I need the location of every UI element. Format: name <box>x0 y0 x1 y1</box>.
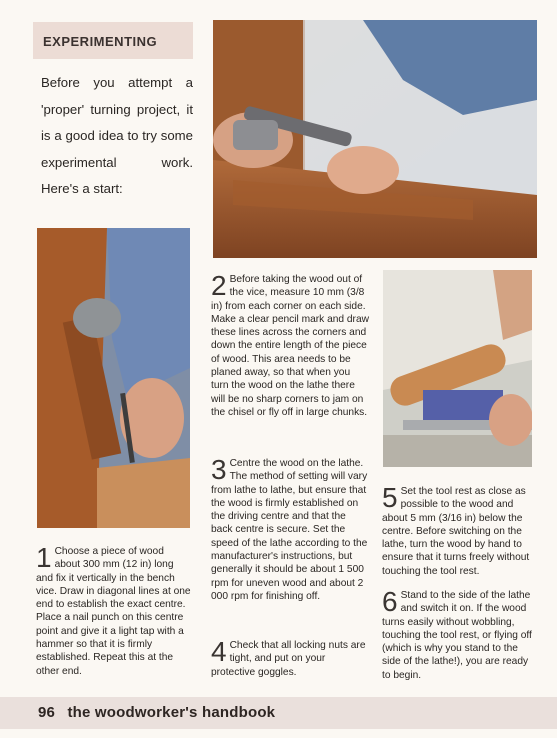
step-2 <box>211 270 370 419</box>
lathe-illustration <box>383 270 532 467</box>
page-footer <box>38 704 275 721</box>
step-5 <box>382 482 534 578</box>
book-title: the woodworker's handbook <box>67 704 276 721</box>
step-6-number: 6 <box>382 586 398 617</box>
step-5-text: Set the tool rest as close as possible to the wood and about 5 mm (3/16 in) below the centre. Before switching on the lathe, turn the wood by hand to ensure that it turns freely without touching the tool rest. <box>382 486 530 577</box>
step-6-text: Stand to the side of the lathe and switch it on. If the wood turns easily without wobbling, touching the tool rest, or flying off (which is why you stand to the side of the lathe!), you are ready to begin. <box>382 590 532 681</box>
step-1-text: Choose a piece of wood about 300 mm (12 in) long and fix it vertically in the bench vice. Draw in diagonal lines at one end to establish the exact centre. Place a nail punch on this centre point and give it a light tap with a hammer so that it is firmly established. Repeat this at the other end. <box>36 546 191 677</box>
step-1-number: 1 <box>36 542 52 573</box>
hammer-punch-illustration <box>37 228 190 528</box>
photo-wood-on-lathe <box>383 270 532 467</box>
step-5-number: 5 <box>382 482 398 513</box>
step-2-number: 2 <box>211 270 227 301</box>
step-4 <box>211 636 370 679</box>
step-4-text: Check that all locking nuts are tight, and put on your protective goggles. <box>211 640 366 678</box>
step-3-number: 3 <box>211 454 227 485</box>
step-6 <box>382 586 534 682</box>
photo-marking-wood-in-vice <box>213 20 537 258</box>
step-2-text: Before taking the wood out of the vice, measure 10 mm (3/8 in) from each corner on each side. Make a clear pencil mark and draw these lines across the corners and down the entire length of the piece of wood. This area needs to be planed away, so that when you turn the wood on the lathe there will be no sharp corners to jam on the chisel or fly off in large chunks. <box>211 274 369 418</box>
step-3-text: Centre the wood on the lathe. The method of setting will vary from lathe to lathe, but ensure that the wood is firmly established on the driving centre and that the back centre is secure. Set the speed of the lathe according to the manufacturer's instructions, but generally it should be about 1 500 rpm for uneven wood and about 2 000 rpm for finishing off. <box>211 458 368 602</box>
photo-hammer-and-punch <box>37 228 190 528</box>
step-1 <box>36 542 191 678</box>
intro-paragraph: Before you attempt a 'proper' turning project, it is a good idea to try some experimental work. Here's a start: <box>41 75 193 196</box>
step-4-number: 4 <box>211 636 227 667</box>
marking-wood-illustration <box>213 20 537 258</box>
page-number: 96 <box>38 704 56 721</box>
section-heading: EXPERIMENTING <box>33 22 193 59</box>
step-3 <box>211 454 370 603</box>
